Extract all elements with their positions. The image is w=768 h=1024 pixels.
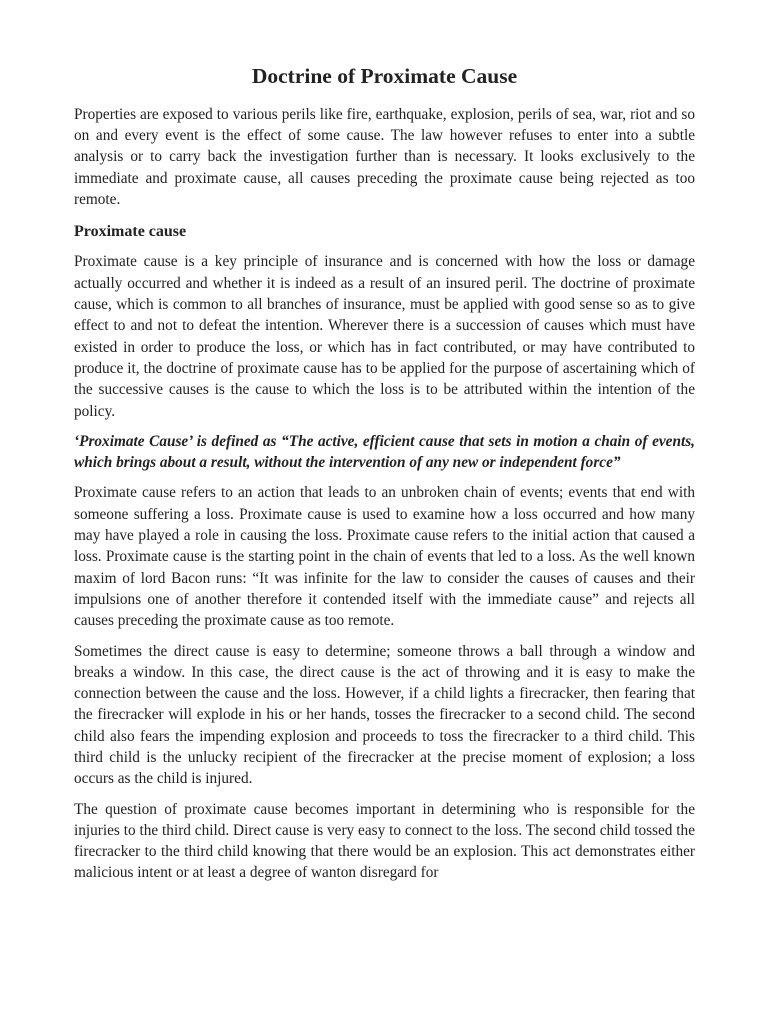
paragraph-chain-of-events: Proximate cause refers to an action that leads to an unbroken chain of events; events that end with someone suffering a loss. Proximate cause is used to examine how a loss occurred and how many may have played a role in causing the loss. Proximate cause refers to the initial action that caused a loss. Proximate cause is the starting point in the chain of events that led to a loss. As the well known maxim of lord Bacon runs: “It was infinite for the law to consider the causes of causes and their impulsions one of another therefore it contended itself with the immediate cause” and rejects all causes preceding the proximate cause as too remote. <box>74 484 695 630</box>
paragraph-responsibility: The question of proximate cause becomes important in determining who is responsible for the injuries to the third child. Direct cause is very easy to connect to the loss. The second child tossed the firecracker to the third child knowing that there would be an explosion. This act demonstrates either malicious intent or at least a degree of wanton disregard for <box>74 800 695 882</box>
section-heading: Proximate cause <box>74 223 187 241</box>
intro-paragraph: Properties are exposed to various perils like fire, earthquake, explosion, perils of sea, war, riot and so on and every event is the effect of some cause. The law however refuses to enter into a subtle analysis or to carry back the investigation further than is necessary. It looks exclusively to the immediate and proximate cause, all causes preceding the proximate cause being rejected as too remote. <box>74 105 695 208</box>
page-title: Doctrine of Proximate Cause <box>251 64 518 88</box>
paragraph-key-principle: Proximate cause is a key principle of insurance and is concerned with how the loss or damage actually occurred and whether it is indeed as a result of an insured peril. The doctrine of proximate cause, which is common to all branches of insurance, must be applied with good sense so as to give effect to and not to defeat the intention. Wherever there is a succession of causes which must have existed in order to produce the loss, or which has in fact contributed, or may have contributed to produce it, the doctrine of proximate cause has to be applied for the purpose of ascertaining which of the successive causes is the cause to which the loss is to be attributed within the intention of the policy. <box>74 253 695 420</box>
paragraph-firecracker-example: Sometimes the direct cause is easy to determine; someone throws a ball through a window and breaks a window. In this case, the direct cause is the act of throwing and it is easy to make the connection between the cause and the loss. However, if a child lights a firecracker, then fearing that the firecracker will explode in his or her hands, tosses the firecracker to a second child. The second child also fears the impending explosion and proceeds to toss the firecracker to a third child. This third child is the unlucky recipient of the firecracker at the precise moment of explosion; a loss occurs as the child is injured. <box>74 642 695 788</box>
document-page <box>74 64 695 893</box>
definition-paragraph: ‘Proximate Cause’ is defined as “The active, efficient cause that sets in motion a chain of events, which brings about a result, without the intervention of any new or independent force” <box>74 432 695 472</box>
